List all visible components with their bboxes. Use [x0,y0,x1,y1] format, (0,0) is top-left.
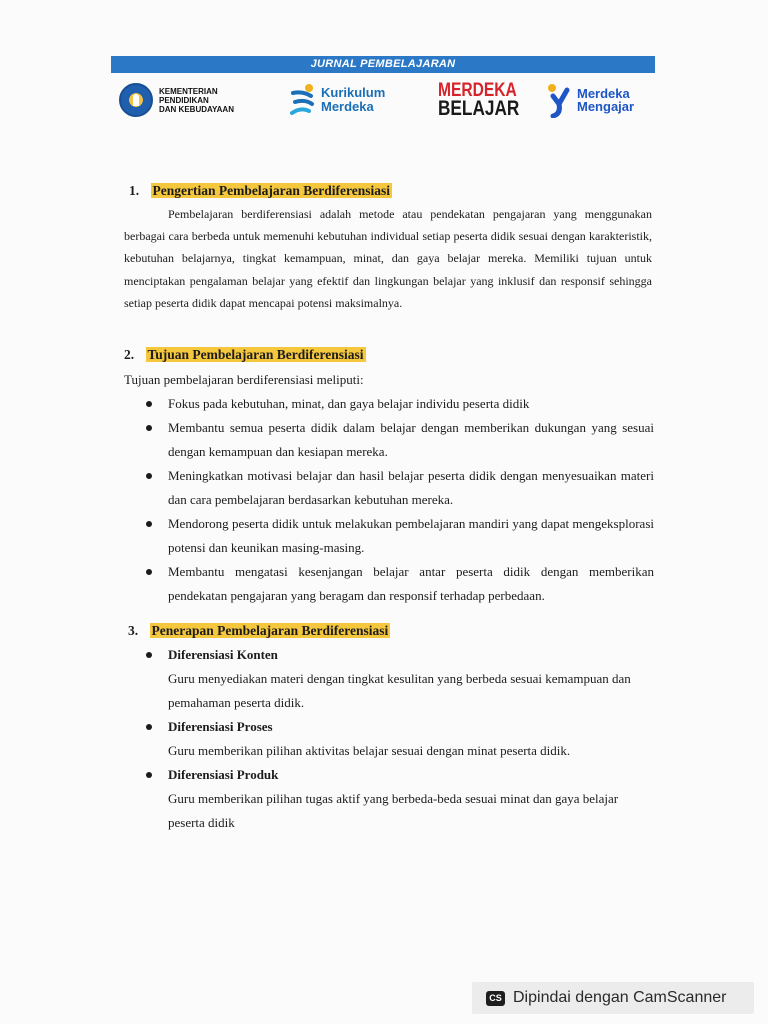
item-title: Diferensiasi Proses [168,719,273,734]
tut-wuri-handayani-icon [119,83,153,117]
list-item: Mendorong peserta didik untuk melakukan pembelajaran mandiri yang dapat mengeksplorasi potensi dan keunikan masing-masing. [144,512,654,560]
section-2-title: Tujuan Pembelajaran Berdiferensiasi [147,347,364,362]
mengajar-line2: Mengajar [577,99,635,114]
item-title: Diferensiasi Konten [168,647,278,662]
kurikulum-merdeka-logo [289,76,385,124]
list-item [144,763,644,835]
kemdikbud-line3: DAN KEBUDAYAAN [159,104,234,114]
mengajar-line1: Merdeka [577,86,630,101]
kurikulum-merdeka-icon [289,83,317,117]
logo-row [111,76,655,124]
section-2-number: 2. [124,347,135,362]
merdeka-mengajar-icon [547,82,573,118]
section-2-intro: Tujuan pembelajaran berdiferensiasi meliputi: [124,372,364,387]
journal-banner: JURNAL PEMBELAJARAN [111,56,655,73]
list-item: Meningkatkan motivasi belajar dan hasil belajar peserta didik dengan menyesuaikan materi dan cara pembelajaran berdasarkan kebutuhan mereka. [144,464,654,512]
merdeka-belajar-line1: MERDEKA [438,80,517,101]
section-2-heading [124,346,366,364]
kemdikbud-logo [119,76,234,124]
section-3-list [144,643,644,835]
list-item [144,643,644,715]
section-1-heading [129,182,392,200]
merdeka-belajar-line2: BELAJAR [438,97,520,120]
list-item: Membantu mengatasi kesenjangan belajar antar peserta didik dengan memberikan pendekatan pengajaran yang beragam dan responsif terhadap perbedaan. [144,560,654,608]
section-3-title: Penerapan Pembelajaran Berdiferensiasi [151,623,389,638]
kurikulum-line1: Kurikulum [321,85,386,100]
section-1-paragraph [124,203,652,314]
list-item [144,715,644,763]
list-item: Membantu semua peserta didik dalam belajar dengan memberikan dukungan yang sesuai dengan kemampuan dan kesiapan mereka. [144,416,654,464]
section-3-heading [128,622,390,640]
kurikulum-line2: Merdeka [321,99,374,114]
section-3-number: 3. [128,623,139,638]
kemdikbud-line2: PENDIDIKAN [159,95,209,105]
camscanner-icon: CS [486,991,505,1006]
camscanner-stamp [472,982,754,1014]
item-title: Diferensiasi Produk [168,767,279,782]
section-1-paragraph-text: Pembelajaran berdiferensiasi adalah metode atau pendekatan pengajaran yang menggunakan berbagai cara berbeda untuk memenuhi kebutuhan individual setiap peserta didik sesuai dengan karakteristik, kebutuhan belajarnya, tingkat kemampuan, minat, dan gaya belajar mereka. Memiliki tujuan untuk menciptakan pengalaman belajar yang efektif dan lingkungan belajar yang inklusif dan responsif sehingga setiap peserta didik dapat mencapai potensi maksimalnya. [124,207,652,310]
merdeka-belajar-logo [438,76,537,124]
section-2-bullet-list [144,392,654,608]
item-description: Guru memberikan pilihan tugas aktif yang berbeda-beda sesuai minat dan gaya belajar peserta didik [168,791,619,830]
kemdikbud-line1: KEMENTERIAN [159,86,218,96]
merdeka-mengajar-logo [547,76,634,124]
item-description: Guru menyediakan materi dengan tingkat kesulitan yang berbeda sesuai kemampuan dan pemahaman peserta didik. [168,671,631,710]
section-1-number: 1. [129,183,140,198]
camscanner-label: Dipindai dengan CamScanner [513,989,727,1006]
list-item: Fokus pada kebutuhan, minat, dan gaya belajar individu peserta didik [144,392,654,416]
section-1-title: Pengertian Pembelajaran Berdiferensiasi [152,183,390,198]
item-description: Guru memberikan pilihan aktivitas belajar sesuai dengan minat peserta didik. [168,743,571,758]
